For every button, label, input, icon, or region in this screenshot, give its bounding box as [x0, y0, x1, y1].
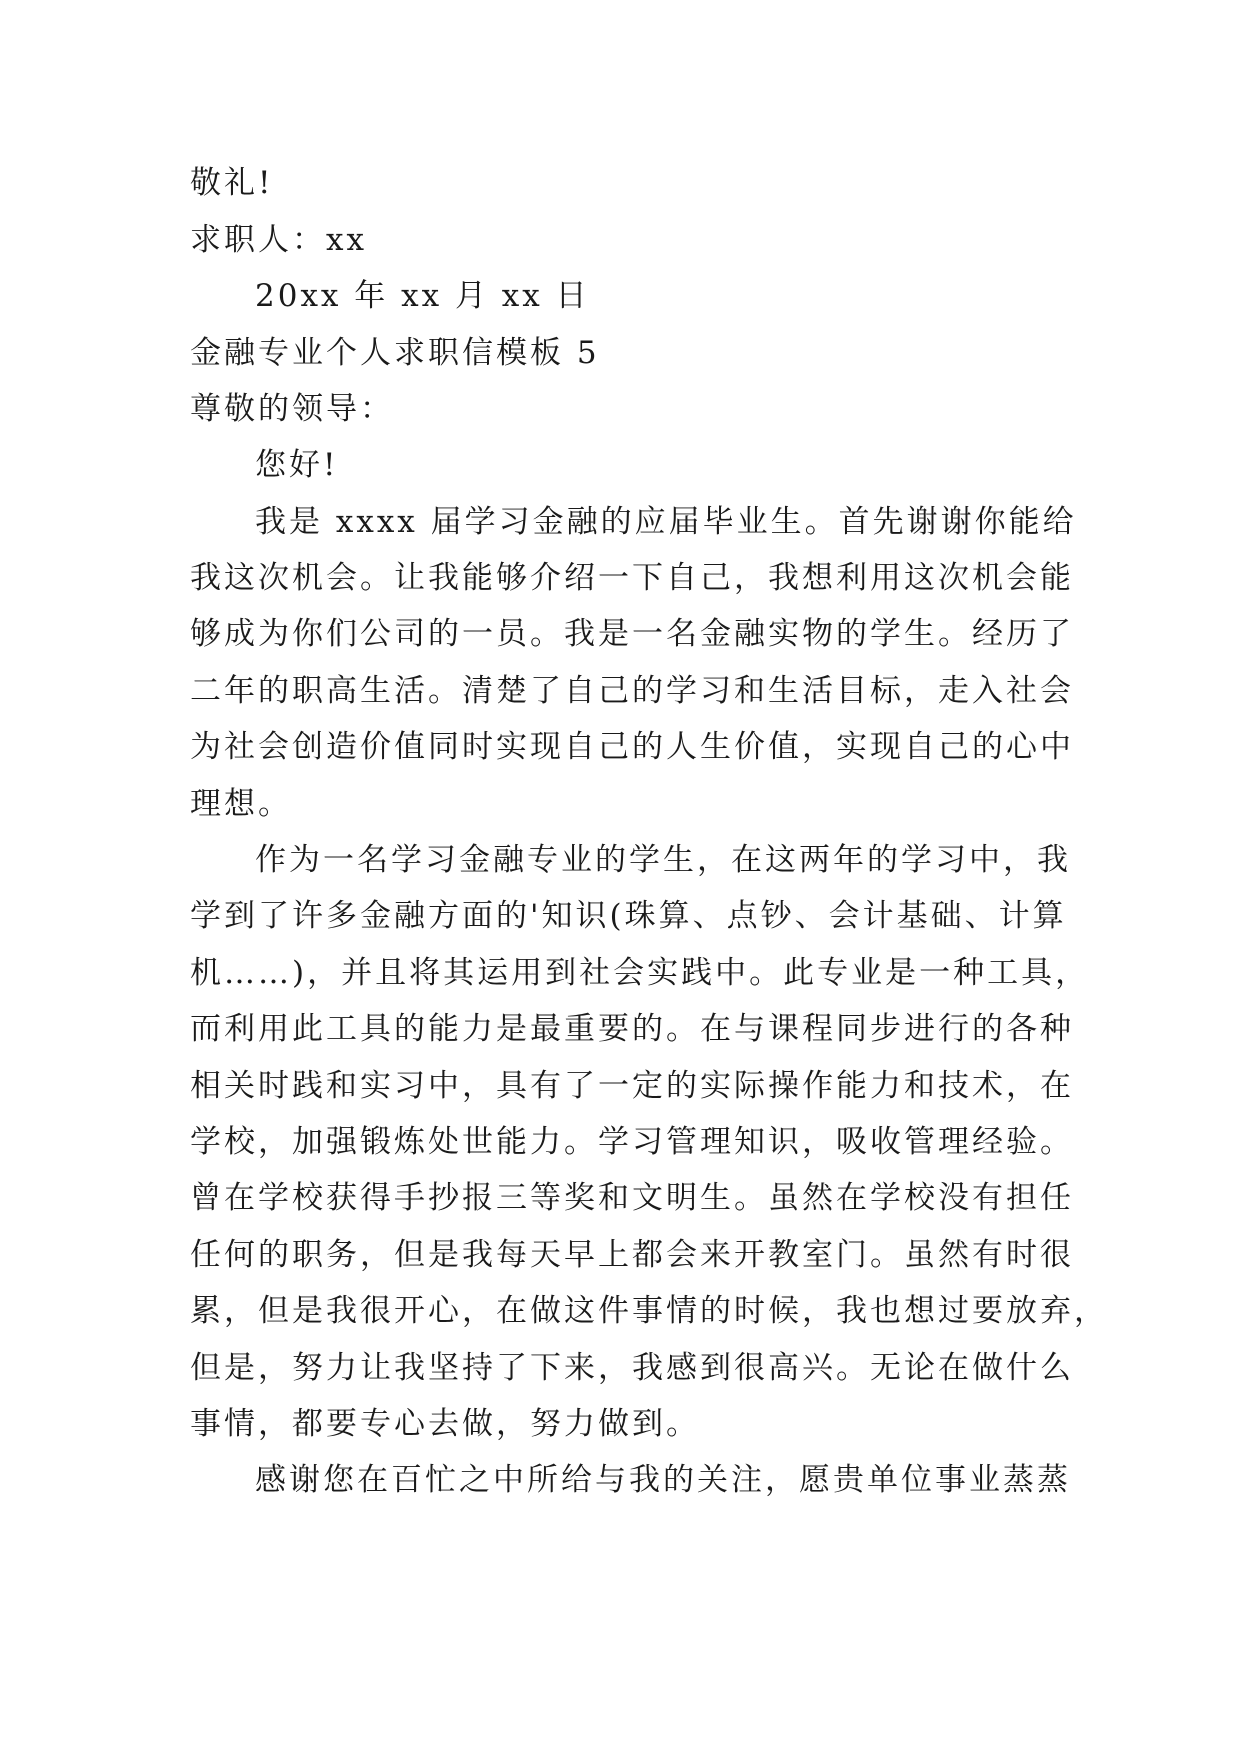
paragraph-2-line: 任何的职务，但是我每天早上都会来开教室门。虽然有时很 — [190, 1237, 1074, 1273]
paragraph-2-line: 学到了许多金融方面的'知识(珠算、点钞、会计基础、计算 — [190, 898, 1067, 934]
paragraph-1-line: 我这次机会。让我能够介绍一下自己，我想利用这次机会能 — [190, 560, 1074, 596]
letter-title: 金融专业个人求职信模板 5 — [190, 335, 600, 371]
paragraph-2-line: 而利用此工具的能力是最重要的。在与课程同步进行的各种 — [190, 1011, 1074, 1047]
paragraph-2-line: 相关时践和实习中，具有了一定的实际操作能力和技术，在 — [190, 1068, 1074, 1104]
salutation: 尊敬的领导： — [190, 391, 394, 427]
paragraph-1-line: 够成为你们公司的一员。我是一名金融实物的学生。经历了 — [190, 616, 1074, 652]
greeting: 您好! — [255, 447, 339, 483]
signer-line: 求职人：xx — [190, 222, 367, 258]
paragraph-1-line: 理想。 — [190, 786, 292, 822]
paragraph-2-line: 机……)，并且将其运用到社会实践中。此专业是一种工具， — [190, 955, 1090, 991]
date-line: 20xx 年 xx 月 xx 日 — [255, 278, 590, 314]
paragraph-1-line: 我是 xxxx 届学习金融的应届毕业生。首先谢谢你能给 — [255, 504, 1077, 540]
paragraph-2-line: 曾在学校获得手抄报三等奖和文明生。虽然在学校没有担任 — [190, 1180, 1074, 1216]
paragraph-1-line: 为社会创造价值同时实现自己的人生价值，实现自己的心中 — [190, 729, 1074, 765]
paragraph-2-line: 学校，加强锻炼处世能力。学习管理知识，吸收管理经验。 — [190, 1124, 1074, 1160]
paragraph-2-line: 累，但是我很开心，在做这件事情的时候，我也想过要放弃， — [190, 1293, 1108, 1329]
paragraph-3-line: 感谢您在百忙之中所给与我的关注，愿贵单位事业蒸蒸 — [255, 1462, 1071, 1498]
closing-salute: 敬礼! — [190, 165, 274, 201]
paragraph-2-line: 但是，努力让我坚持了下来，我感到很高兴。无论在做什么 — [190, 1350, 1074, 1386]
paragraph-2-line: 作为一名学习金融专业的学生，在这两年的学习中，我 — [255, 842, 1071, 878]
paragraph-2-line: 事情，都要专心去做，努力做到。 — [190, 1406, 700, 1442]
paragraph-1-line: 二年的职高生活。清楚了自己的学习和生活目标，走入社会 — [190, 673, 1074, 709]
